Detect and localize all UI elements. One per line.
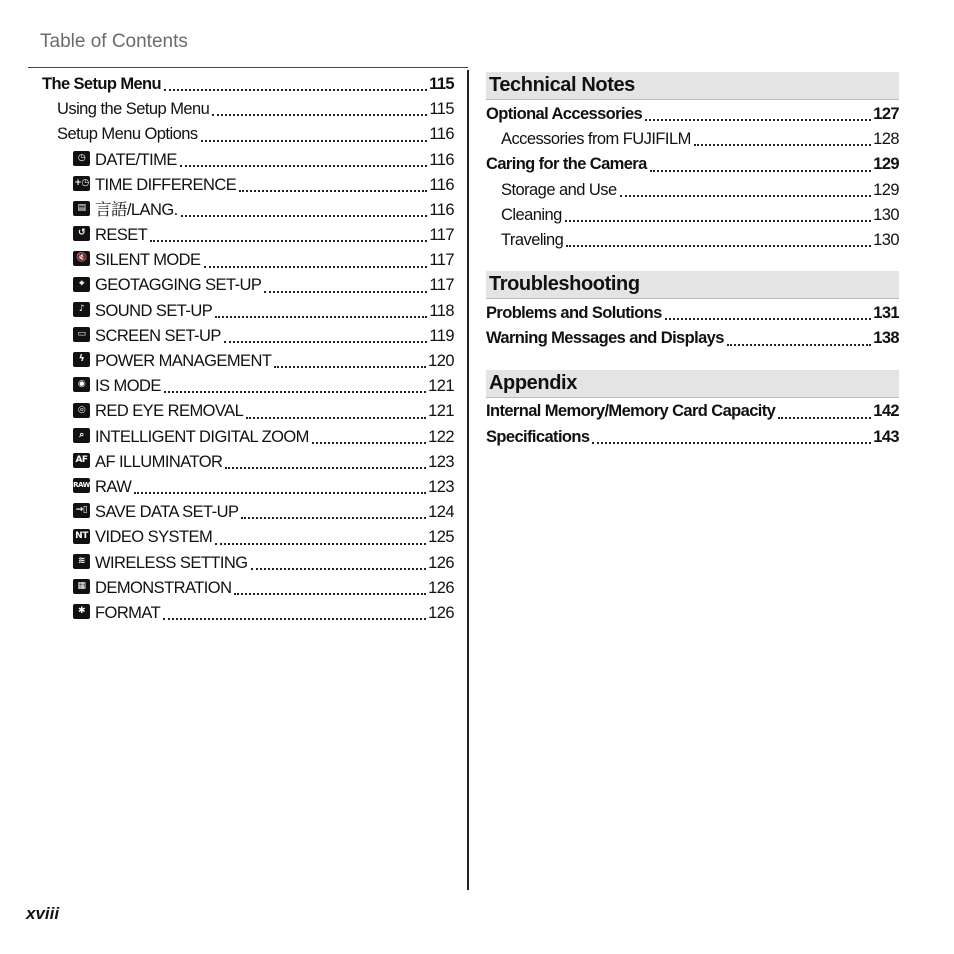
screen-icon: ▭ (73, 327, 90, 342)
toc-entry-page: 123 (428, 477, 454, 496)
toc-entry[interactable] (42, 72, 454, 97)
toc-entry-text: Specifications (486, 427, 590, 446)
dot-leader (645, 119, 871, 121)
toc-entry-label (501, 127, 691, 152)
dot-leader (239, 190, 427, 192)
toc-entry[interactable] (486, 400, 899, 425)
toc-entry[interactable] (42, 223, 454, 248)
toc-entry-text: AF ILLUMINATOR (95, 452, 223, 471)
toc-entry-page: 138 (873, 329, 899, 348)
toc-entry-text: Cleaning (501, 205, 562, 224)
zoom-icon: ⌕ (73, 428, 90, 443)
dot-leader (620, 195, 872, 197)
toc-entry-text: DEMONSTRATION (95, 578, 232, 597)
toc-entry[interactable] (486, 102, 899, 127)
af-illuminator-icon: AF (73, 453, 90, 468)
toc-entry-page: 129 (873, 180, 899, 199)
toc-entry-text: IS MODE (95, 377, 161, 396)
toc-entry[interactable] (42, 601, 454, 626)
toc-entry-label (73, 374, 161, 399)
toc-entry[interactable] (42, 324, 454, 349)
toc-entry-text: DATE/TIME (95, 150, 177, 169)
toc-entry-text: TIME DIFFERENCE (95, 175, 237, 194)
toc-entry-page: 125 (428, 528, 454, 547)
toc-entry[interactable] (42, 525, 454, 550)
save-data-icon: →▯ (73, 503, 90, 518)
dot-leader (727, 344, 871, 346)
wireless-icon: ≋ (73, 554, 90, 569)
toc-entry-page: 143 (873, 427, 899, 446)
toc-entry-label (73, 399, 243, 424)
toc-entry-label (73, 551, 248, 576)
toc-entry-text: Optional Accessories (486, 104, 643, 123)
toc-entry-page: 115 (429, 100, 454, 119)
toc-entry-text: Accessories from FUJIFILM (501, 130, 691, 149)
dot-leader (251, 568, 427, 570)
toc-entry-text: Warning Messages and Displays (486, 329, 724, 348)
toc-entry-label (73, 450, 222, 475)
toc-entry[interactable] (42, 576, 454, 601)
toc-entry-text: RAW (95, 477, 132, 496)
dot-leader (181, 215, 428, 217)
section-heading: Appendix (486, 370, 899, 398)
video-system-icon: NT (73, 529, 90, 544)
toc-entry-text: SOUND SET-UP (95, 301, 213, 320)
toc-entry-label (501, 228, 563, 253)
toc-entry-page: 119 (429, 326, 454, 345)
dot-leader (274, 366, 426, 368)
time-difference-icon: +◷ (73, 176, 90, 191)
toc-entry[interactable] (42, 374, 454, 399)
toc-entry[interactable] (42, 122, 454, 147)
dot-leader (225, 467, 426, 469)
toc-entry-text: Setup Menu Options (57, 125, 198, 144)
toc-entry-label (501, 203, 562, 228)
toc-entry-label (73, 601, 160, 626)
toc-entry-label (73, 248, 201, 273)
toc-entry-page: 127 (873, 104, 899, 123)
dot-leader (241, 517, 426, 519)
toc-section (486, 271, 899, 351)
page-number: xviii (26, 904, 60, 923)
toc-section (486, 72, 899, 253)
toc-entry[interactable] (42, 425, 454, 450)
toc-entry-text: SILENT MODE (95, 251, 201, 270)
dot-leader (215, 316, 427, 318)
toc-entry-text: VIDEO SYSTEM (95, 528, 213, 547)
toc-entry-label (73, 324, 221, 349)
toc-entry-page: 122 (428, 427, 454, 446)
toc-entry-label (486, 425, 589, 450)
page-header: Table of Contents (40, 31, 188, 52)
toc-section (486, 370, 899, 450)
toc-entry[interactable] (42, 97, 454, 122)
toc-entry-label (73, 525, 212, 550)
dot-leader (134, 492, 426, 494)
toc-entry-page: 116 (429, 125, 454, 144)
toc-entry-label (73, 500, 238, 525)
dot-leader (694, 144, 871, 146)
header-rule (28, 67, 468, 68)
toc-entry-page: 116 (429, 150, 454, 169)
toc-entry-text: Traveling (501, 230, 564, 249)
dot-leader (566, 245, 871, 247)
toc-entry[interactable] (42, 248, 454, 273)
section-heading: Technical Notes (486, 72, 899, 100)
toc-entry-label (57, 97, 209, 122)
toc-entry-text: Internal Memory/Memory Card Capacity (486, 402, 776, 421)
dot-leader (150, 240, 427, 242)
music-note-icon: ♪ (73, 302, 90, 317)
dot-leader (264, 291, 427, 293)
toc-entry[interactable] (42, 148, 454, 173)
left-column (42, 72, 454, 626)
toc-entry-page: 124 (428, 503, 454, 522)
toc-entry-label (486, 152, 647, 177)
toc-entry[interactable] (42, 198, 454, 223)
toc-entry[interactable] (486, 228, 899, 253)
toc-entry[interactable] (42, 349, 454, 374)
toc-entry[interactable] (42, 399, 454, 424)
dot-leader (201, 140, 428, 142)
toc-entry-page: 129 (873, 155, 899, 174)
toc-entry-page: 121 (428, 402, 454, 421)
toc-entry-label (486, 326, 724, 351)
toc-entry-page: 117 (429, 251, 454, 270)
silent-mode-icon: 🔇 (73, 251, 90, 266)
toc-entry-text: Caring for the Camera (486, 155, 647, 174)
toc-entry[interactable] (42, 551, 454, 576)
toc-entry-label (73, 425, 309, 450)
toc-entry-label (73, 198, 178, 223)
toc-entry[interactable] (42, 299, 454, 324)
toc-entry-label (73, 349, 271, 374)
format-icon: ✱ (73, 604, 90, 619)
toc-entry-page: 120 (428, 352, 454, 371)
dot-leader (163, 618, 426, 620)
toc-entry-page: 123 (428, 452, 454, 471)
dot-leader (204, 266, 428, 268)
toc-entry-text: SCREEN SET-UP (95, 326, 221, 345)
raw-icon: RAW (73, 478, 90, 493)
toc-entry-page: 117 (429, 226, 454, 245)
toc-entry-text: GEOTAGGING SET-UP (95, 276, 262, 295)
dot-leader (565, 220, 871, 222)
reset-icon: ↺ (73, 226, 90, 241)
toc-entry-label (42, 72, 161, 97)
toc-entry[interactable] (486, 326, 899, 351)
toc-entry-label (501, 178, 617, 203)
toc-entry-text: RESET (95, 226, 148, 245)
toc-entry[interactable] (486, 203, 899, 228)
battery-icon: ϟ (73, 352, 90, 367)
dot-leader (778, 417, 871, 419)
toc-entry-page: 131 (873, 304, 899, 323)
dot-leader (665, 318, 872, 320)
toc-entry-page: 128 (873, 130, 899, 149)
toc-entry-page: 117 (429, 276, 454, 295)
toc-entry-page: 116 (429, 175, 454, 194)
geotagging-icon: ⌖ (73, 277, 90, 292)
toc-entry[interactable] (42, 274, 454, 299)
dot-leader (592, 442, 871, 444)
dot-leader (312, 442, 426, 444)
toc-entry[interactable] (486, 152, 899, 177)
toc-entry-page: 142 (873, 402, 899, 421)
toc-entry-text: WIRELESS SETTING (95, 553, 248, 572)
dot-leader (650, 170, 872, 172)
eye-icon: ◎ (73, 403, 90, 418)
toc-entry-page: 121 (428, 377, 454, 396)
dot-leader (212, 114, 427, 116)
toc-entry-label (486, 102, 642, 127)
right-column (486, 72, 899, 468)
toc-entry-label (486, 399, 775, 424)
toc-entry-label (73, 223, 147, 248)
toc-entry-text: Storage and Use (501, 180, 617, 199)
toc-entry[interactable] (42, 500, 454, 525)
toc-entry-text: Using the Setup Menu (57, 100, 210, 119)
toc-entry-page: 118 (429, 301, 454, 320)
toc-entry[interactable] (486, 127, 899, 152)
section-heading: Troubleshooting (486, 271, 899, 299)
dot-leader (234, 593, 426, 595)
toc-entry-label (73, 299, 212, 324)
toc-entry[interactable] (42, 173, 454, 198)
toc-entry-text: The Setup Menu (42, 74, 162, 93)
toc-entry-page: 130 (873, 205, 899, 224)
toc-entry[interactable] (486, 178, 899, 203)
toc-entry[interactable] (486, 301, 899, 326)
toc-entry-page: 115 (429, 74, 454, 93)
toc-entry-text: POWER MANAGEMENT (95, 352, 272, 371)
toc-entry-page: 126 (428, 603, 454, 622)
toc-entry-label (73, 273, 261, 298)
toc-entry[interactable] (486, 425, 899, 450)
toc-entry-text: RED EYE REMOVAL (95, 402, 244, 421)
toc-entry[interactable] (42, 475, 454, 500)
toc-entry-page: 116 (429, 200, 454, 219)
toc-entry-label (73, 173, 236, 198)
toc-entry[interactable] (42, 450, 454, 475)
dot-leader (164, 391, 426, 393)
toc-entry-page: 130 (873, 230, 899, 249)
clock-icon: ◷ (73, 151, 90, 166)
toc-entry-text: 言語/LANG. (95, 200, 178, 219)
dot-leader (215, 543, 426, 545)
toc-entry-page: 126 (428, 578, 454, 597)
dot-leader (164, 89, 427, 91)
language-icon: ▤ (73, 201, 90, 216)
dot-leader (180, 165, 428, 167)
dot-leader (246, 417, 426, 419)
stabilizer-icon: ◉ (73, 377, 90, 392)
dot-leader (224, 341, 428, 343)
column-divider (467, 70, 469, 890)
toc-entry-text: FORMAT (95, 603, 161, 622)
toc-entry-text: Problems and Solutions (486, 304, 662, 323)
toc-entry-text: INTELLIGENT DIGITAL ZOOM (95, 427, 309, 446)
demonstration-icon: ▦ (73, 579, 90, 594)
toc-entry-page: 126 (428, 553, 454, 572)
toc-entry-label (73, 148, 177, 173)
toc-entry-label (73, 576, 231, 601)
toc-entry-label (73, 475, 131, 500)
toc-entry-label (57, 122, 198, 147)
toc-entry-text: SAVE DATA SET-UP (95, 503, 239, 522)
toc-entry-label (486, 301, 662, 326)
